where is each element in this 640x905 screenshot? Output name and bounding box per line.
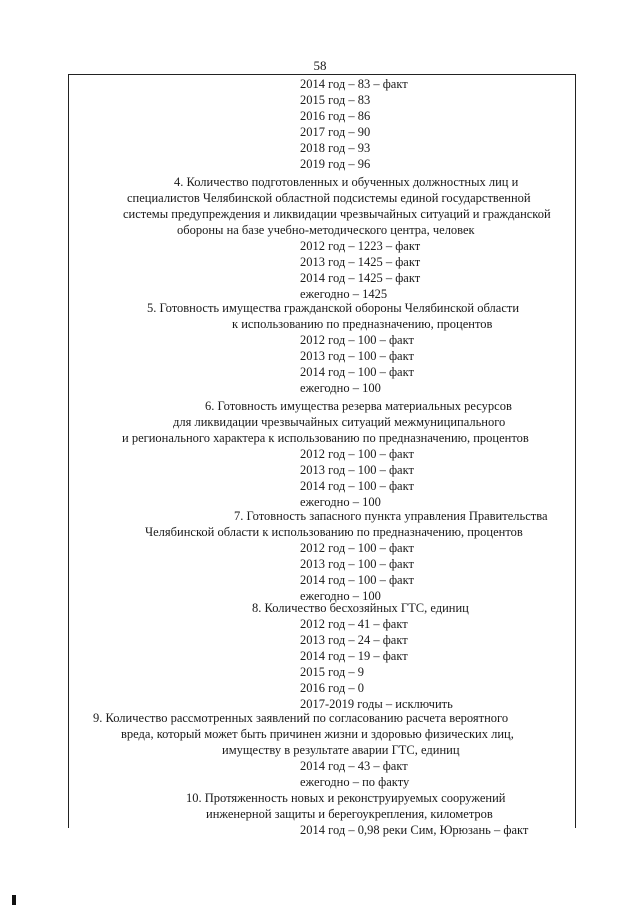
page-number: 58 [313,58,327,73]
indicator-value-line: 2014 год – 100 – факт [300,365,414,379]
indicator-value-line: 2018 год – 93 [300,141,371,155]
indicator-value-line: 2012 год – 41 – факт [300,617,408,631]
indicator-value-line: 2019 год – 96 [300,157,371,171]
indicator-value-line: 2014 год – 1425 – факт [300,271,421,285]
indicator-value-line: 2014 год – 19 – факт [300,649,408,663]
indicator-value-line: 2013 год – 1425 – факт [300,255,421,269]
indicator-value-line: 2014 год – 100 – факт [300,479,414,493]
indicator-value-line: ежегодно – 100 [300,589,381,603]
indicator-value-line: ежегодно – по факту [300,775,410,789]
indicator-value-line: 2015 год – 9 [300,665,364,679]
indicator-value-line: 2015 год – 83 [300,93,371,107]
indicator-heading-line: вреда, который может быть причинен жизни и здоровью физических лиц, [121,727,514,741]
indicator-heading-line: 10. Протяженность новых и реконструируемых сооружений [186,791,506,805]
indicator-value-line: 2012 год – 100 – факт [300,541,414,555]
indicator-value-line: 2013 год – 100 – факт [300,349,414,363]
indicator-value-line: 2017 год – 90 [300,125,371,139]
indicator-heading-line: специалистов Челябинской областной подсистемы единой государственной [127,191,531,205]
indicator-heading-line: Челябинской области к использованию по предназначению, процентов [145,525,523,539]
indicator-value-line: 2013 год – 24 – факт [300,633,408,647]
indicator-value-line: 2012 год – 100 – факт [300,447,414,461]
indicator-heading-line: системы предупреждения и ликвидации чрезвычайных ситуаций и гражданской [123,207,551,221]
indicator-heading-line: 7. Готовность запасного пункта управления Правительства [234,509,548,523]
indicator-value-line: 2012 год – 1223 – факт [300,239,421,253]
indicator-value-line: 2014 год – 0,98 реки Сим, Юрюзань – факт [300,823,529,837]
indicator-heading-line: 5. Готовность имущества гражданской обороны Челябинской области [147,301,520,315]
indicator-value-line: 2014 год – 43 – факт [300,759,408,773]
indicator-value-line: 2014 год – 100 – факт [300,573,414,587]
indicator-heading-line: обороны на базе учебно-методического центра, человек [177,223,475,237]
indicator-value-line: ежегодно – 1425 [300,287,388,301]
indicator-heading-line: к использованию по предназначению, процентов [232,317,493,331]
indicator-heading-line: для ликвидации чрезвычайных ситуаций межмуниципального [173,415,506,429]
scan-edge-mark [12,895,16,905]
indicator-heading-line: и регионального характера к использованию по предназначению, процентов [122,431,529,445]
indicator-value-line: 2017-2019 годы – исключить [300,697,453,711]
indicator-value-line: 2013 год – 100 – факт [300,463,414,477]
indicator-heading-line: 8. Количество бесхозяйных ГТС, единиц [252,601,469,615]
indicator-value-line: ежегодно – 100 [300,495,381,509]
indicator-heading-line: 9. Количество рассмотренных заявлений по согласованию расчета вероятного [93,711,509,725]
indicator-heading-line: инженерной защиты и берегоукрепления, километров [206,807,493,821]
indicator-value-line: 2016 год – 86 [300,109,371,123]
indicator-value-line: 2012 год – 100 – факт [300,333,414,347]
indicator-value-line: 2014 год – 83 – факт [300,77,408,91]
indicator-value-line: 2016 год – 0 [300,681,364,695]
indicator-value-line: ежегодно – 100 [300,381,381,395]
indicator-heading-line: 6. Готовность имущества резерва материальных ресурсов [205,399,512,413]
indicator-heading-line: имуществу в результате аварии ГТС, единиц [222,743,460,757]
indicator-value-line: 2013 год – 100 – факт [300,557,414,571]
indicator-heading-line: 4. Количество подготовленных и обученных должностных лиц и [174,175,519,189]
